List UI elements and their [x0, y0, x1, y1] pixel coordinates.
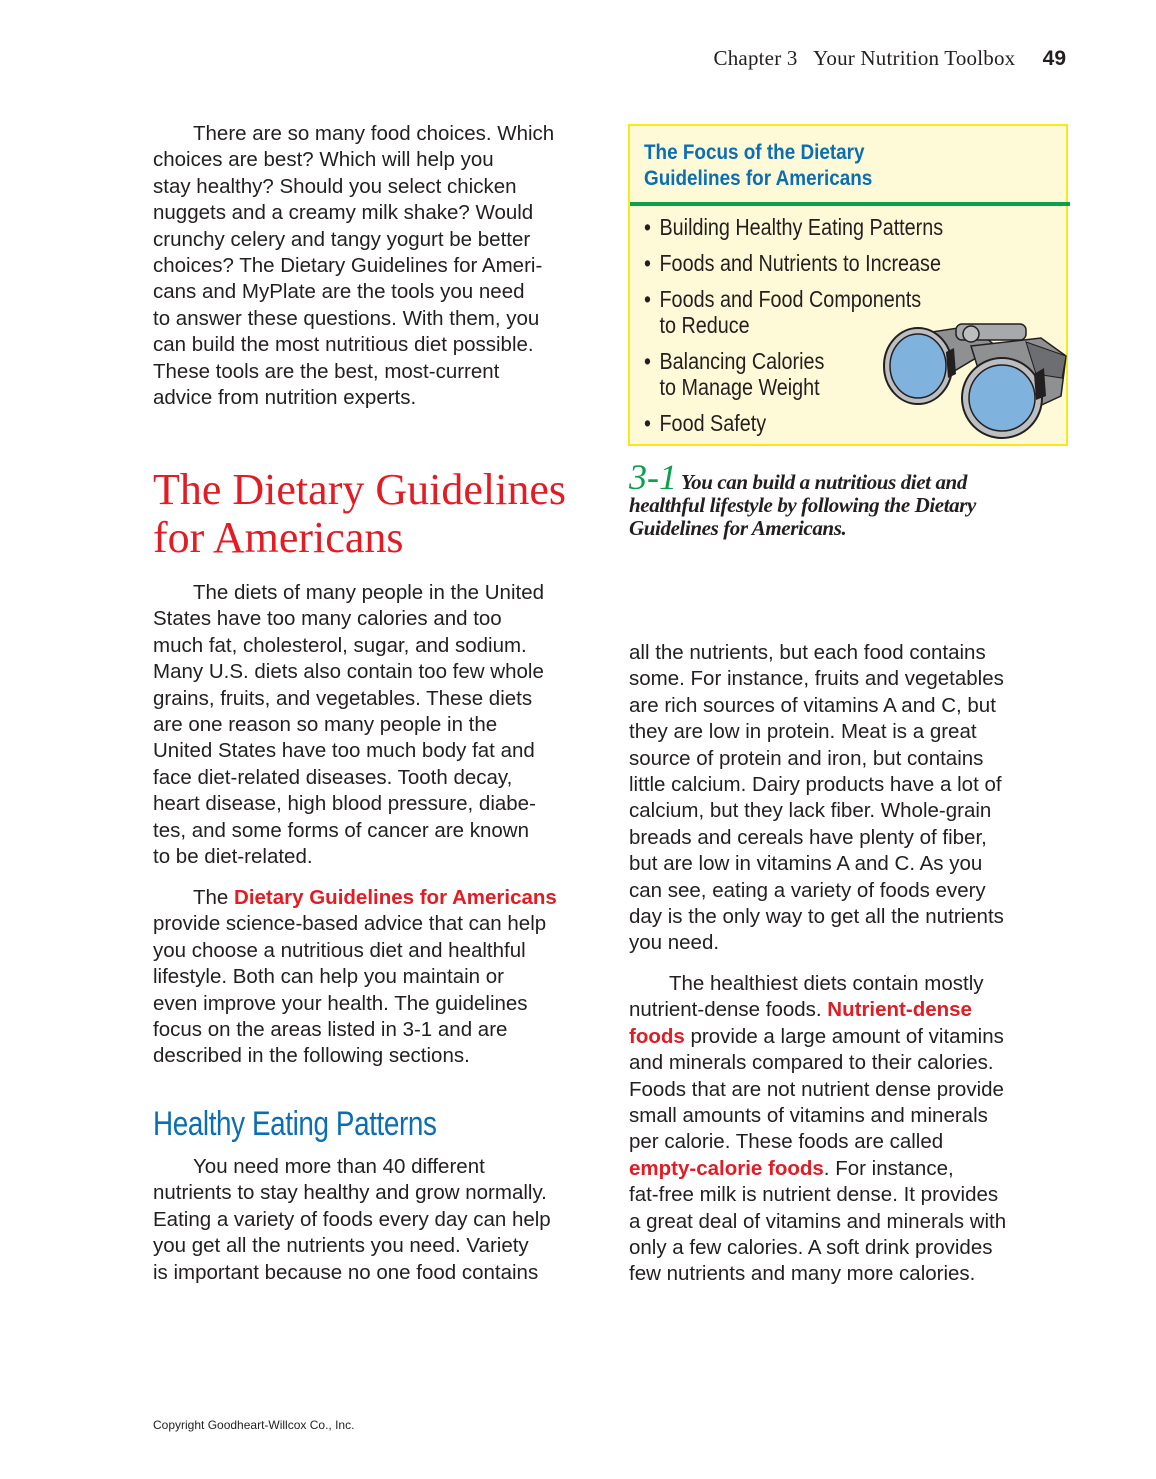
text-line: much fat, cholesterol, sugar, and sodium. — [153, 633, 527, 657]
focus-box — [628, 124, 1068, 446]
copyright-footer: Copyright Goodheart-Willcox Co., Inc. — [153, 1418, 355, 1432]
section-heading-healthy-eating-patterns: Healthy Eating Patterns — [153, 1105, 437, 1143]
text-line: Many U.S. diets also contain too few whole — [153, 660, 544, 684]
binoculars-icon — [876, 316, 1076, 442]
chapter-title: Chapter 3 Your Nutrition Toolbox — [713, 46, 1016, 70]
text-line: lifestyle. Both can help you maintain or — [153, 965, 504, 989]
caption-text: You can build a nutritious diet and — [681, 470, 967, 494]
caption-line: healthful lifestyle by following the Dietary — [629, 493, 976, 517]
text-line: crunchy celery and tangy yogurt be better — [153, 227, 531, 251]
text-line: all the nutrients, but each food contains — [629, 641, 986, 664]
text-line: small amounts of vitamins and minerals — [629, 1104, 988, 1128]
text-line: tes, and some forms of cancer are known — [153, 818, 530, 842]
text-line: choices? The Dietary Guidelines for Ameri- — [153, 254, 543, 278]
text-line: These tools are the best, most-current — [153, 359, 500, 383]
text-line: face diet-related diseases. Tooth decay, — [153, 765, 513, 789]
bullet-icon: • — [644, 348, 651, 374]
text-line: nutrients to stay healthy and grow normally. — [153, 1181, 547, 1205]
text-line: are one reason so many people in the — [153, 713, 498, 737]
text-line: choices are best? Which will help you — [153, 148, 494, 172]
text-line: heart disease, high blood pressure, diabe- — [153, 792, 536, 816]
page-number: 49 — [1042, 47, 1066, 70]
text-line: Foods that are not nutrient dense provide — [629, 1077, 1004, 1101]
text-line: described in the following sections. — [153, 1044, 470, 1068]
running-head — [714, 46, 1066, 71]
keyterm-empty-calorie-foods: empty-calorie foods — [629, 1156, 824, 1180]
text-line: focus on the areas listed in 3-1 and are — [153, 1018, 508, 1042]
text-line: little calcium. Dairy products have a lot of — [629, 773, 1002, 797]
focus-item-label: Foods and Food Components — [659, 286, 922, 312]
text-line: source of protein and iron, but contains — [629, 746, 984, 770]
text-line: The healthiest diets contain mostly — [669, 972, 984, 995]
text-line — [153, 885, 593, 911]
focus-item-label: Building Healthy Eating Patterns — [659, 214, 944, 240]
bullet-icon: • — [644, 214, 651, 240]
text-line: you need. — [629, 931, 720, 955]
keyterm-dietary-guidelines: Dietary Guidelines for Americans — [234, 886, 557, 909]
text-line: to be diet-related. — [153, 845, 313, 869]
text-line: United States have too much body fat and — [153, 739, 535, 763]
text-segment: . For instance, — [823, 1156, 954, 1180]
diets-paragraph — [153, 580, 593, 870]
text-line: fat-free milk is nutrient dense. It provides — [629, 1183, 999, 1207]
text-line: Eating a variety of foods every day can help — [153, 1207, 551, 1231]
text-line: and minerals compared to their calories. — [629, 1051, 994, 1075]
title-line: Guidelines for Americans — [644, 167, 873, 190]
text-line: only a few calories. A soft drink provides — [629, 1236, 993, 1260]
focus-item-label: Foods and Nutrients to Increase — [659, 250, 941, 276]
text-line: they are low in protein. Meat is a great — [629, 720, 977, 744]
text-line: You need more than 40 different — [193, 1155, 485, 1178]
text-line: There are so many food choices. Which — [193, 122, 555, 145]
text-line: calcium, but they lack fiber. Whole-grain — [629, 799, 992, 823]
focus-item-label-cont: to Reduce — [659, 312, 750, 338]
focus-box-title — [644, 140, 872, 192]
caption-line: Guidelines for Americans. — [629, 516, 847, 540]
keyterm-nutrient-dense-foods-cont: foods — [629, 1024, 685, 1048]
green-divider — [630, 202, 1070, 206]
text-line — [629, 1156, 1059, 1182]
text-line: advice from nutrition experts. — [153, 386, 417, 410]
text-line: breads and cereals have plenty of fiber, — [629, 825, 987, 849]
text-line: nuggets and a creamy milk shake? Would — [153, 201, 534, 225]
keyterm-nutrient-dense-foods: Nutrient-dense — [827, 998, 972, 1022]
text-line: provide science-based advice that can help — [153, 912, 547, 936]
focus-item-label: Balancing Calories — [659, 348, 825, 374]
text-line: a great deal of vitamins and minerals with — [629, 1209, 1007, 1233]
guidelines-paragraph — [153, 885, 593, 1070]
title-line: The Focus of the Dietary — [644, 141, 865, 164]
text-line — [629, 997, 1059, 1023]
text-line: cans and MyPlate are the tools you need — [153, 280, 525, 304]
text-line: States have too many calories and too — [153, 607, 502, 631]
text-line: some. For instance, fruits and vegetables — [629, 667, 1004, 691]
text-line: can build the most nutritious diet possible. — [153, 333, 534, 357]
nutrient-dense-paragraph — [629, 971, 1059, 1288]
bullet-icon: • — [644, 250, 651, 276]
text-line: day is the only way to get all the nutrients — [629, 905, 1004, 929]
text-line: you get all the nutrients you need. Variety — [153, 1234, 529, 1258]
section-heading-dietary-guidelines — [153, 466, 593, 562]
text-line: to answer these questions. With them, you — [153, 306, 540, 330]
text-segment: nutrient-dense foods. — [629, 998, 828, 1022]
variety-paragraph-continued — [629, 640, 1059, 957]
text-line: grains, fruits, and vegetables. These diets — [153, 686, 533, 710]
text-lead: The — [193, 886, 235, 909]
variety-paragraph — [153, 1154, 593, 1286]
text-line: even improve your health. The guidelines — [153, 991, 528, 1015]
text-line — [629, 1024, 1059, 1050]
text-line: The diets of many people in the United — [193, 581, 544, 604]
text-line: few nutrients and many more calories. — [629, 1262, 976, 1286]
figure-caption — [629, 457, 1049, 540]
heading-line: The Dietary Guidelines — [153, 465, 566, 514]
text-line: is important because no one food contains — [153, 1260, 539, 1284]
text-segment: provide a large amount of vitamins — [684, 1024, 1004, 1048]
text-line: you choose a nutritious diet and healthful — [153, 938, 526, 962]
figure-number: 3-1 — [629, 457, 677, 497]
text-line: but are low in vitamins A and C. As you — [629, 852, 983, 876]
text-line: are rich sources of vitamins A and C, but — [629, 693, 996, 717]
text-line: stay healthy? Should you select chicken — [153, 174, 517, 198]
bullet-icon: • — [644, 286, 651, 312]
focus-item — [644, 214, 943, 240]
caption-line — [629, 457, 1049, 497]
text-line: per calorie. These foods are called — [629, 1130, 944, 1154]
heading-line: for Americans — [153, 513, 404, 562]
bullet-icon: • — [644, 410, 651, 436]
focus-item — [644, 250, 943, 276]
focus-item-label: Food Safety — [659, 410, 767, 436]
text-line: can see, eating a variety of foods every — [629, 878, 986, 902]
focus-item-label-cont: to Manage Weight — [659, 374, 820, 400]
intro-paragraph — [153, 121, 593, 411]
